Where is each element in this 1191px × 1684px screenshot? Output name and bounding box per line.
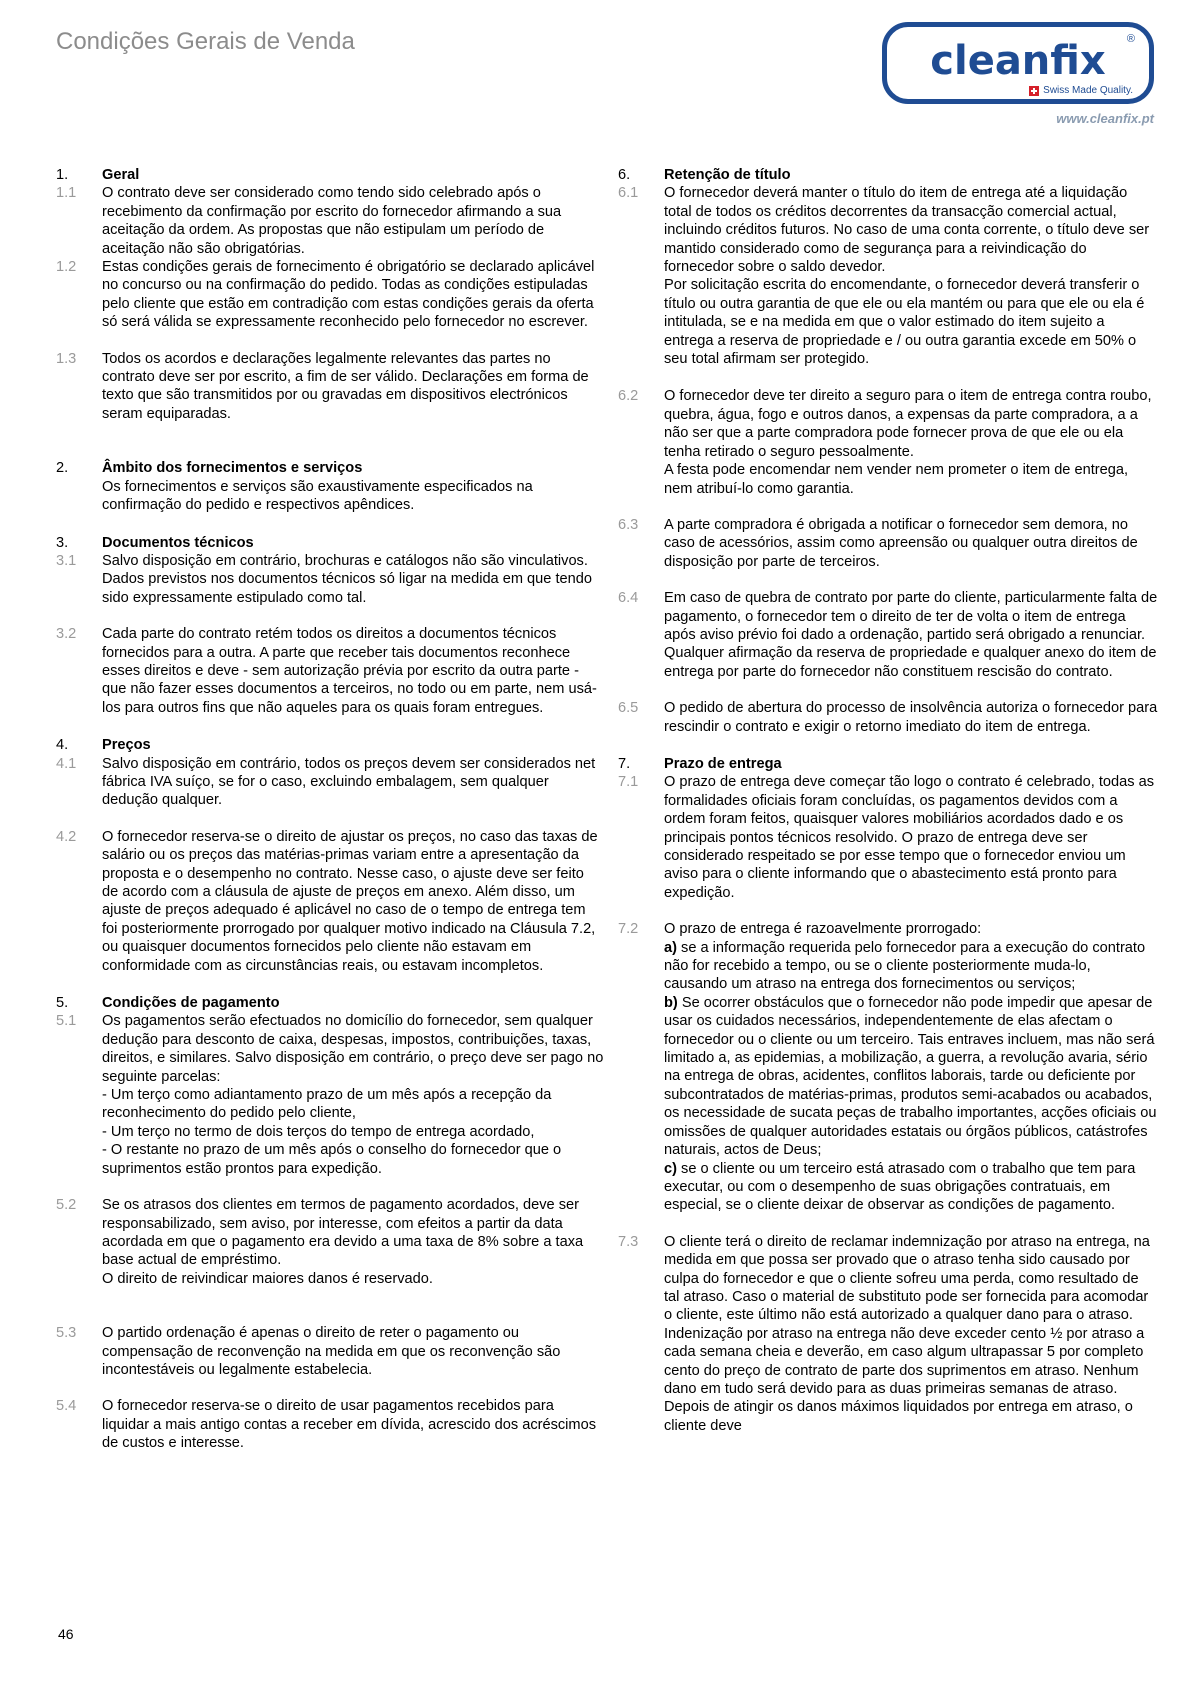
section-heading <box>56 994 604 1012</box>
sub-clause-label: b) <box>664 994 678 1011</box>
clause <box>56 478 604 515</box>
clause <box>618 773 1158 902</box>
clause-text <box>102 1012 604 1178</box>
clause-number: 6.1 <box>618 185 639 202</box>
left-column <box>56 166 604 1453</box>
clause-number: 5.1 <box>56 1013 77 1030</box>
clause <box>56 1012 604 1178</box>
clause-number: 3.2 <box>56 626 77 643</box>
sub-clause-label: c) <box>664 1160 677 1177</box>
sub-clause-text: se o cliente ou um terceiro está atrasado com o trabalho que tem para executar, ou com o desempenho de suas obrigações contratuais, em especial, se o cliente deixar de observar as condições de pagamento. <box>664 1160 1136 1214</box>
clause <box>618 699 1158 736</box>
clause <box>56 350 604 424</box>
sub-clause-text: Se ocorrer obstáculos que o fornecedor não pode impedir que apesar de usar os cuidados necessários, independentemente de elas afectam o fornecedor ou o cliente ou um terceiro. Tais entraves incluem, mas não será limitado a, as epidemias, a mobilização, a guerra, a revolução avaria, sério na entrega de obras, acidentes, conflitos laborais, tarde ou deficiente por subcontratados de matérias-primas, produtos semi-acabados ou acabados, os necessidade de sucata peças de trabalho importantes, acções oficiais ou omissões de qualquer autoridades estatais ou órgãos públicos, catástrofes naturais, actos de Deus; <box>664 994 1157 1159</box>
clause <box>56 755 604 810</box>
section-heading <box>56 736 604 754</box>
clause-number: 6.4 <box>618 590 639 607</box>
clause-text: Cada parte do contrato retém todos os direitos a documentos técnicos fornecidos para a outra. A parte que receber tais documentos reconhece esses direitos e deve - sem autorização prévia por escrito da outra parte - que não fazer esses documentos a terceiros, no todo ou em parte, nem usá-los para outros fins que não aqueles para os quais foram entregues. <box>102 626 597 716</box>
clause-text: O fornecedor reserva-se o direito de ajustar os preços, no caso das taxas de salário ou os preços das matérias-primas variam entre a apresentação da proposta e o desempenho no contrato. Nesse caso, o ajuste deve ser feito de acordo com a cláusula de ajuste de preços em anexo. Além disso, um ajuste de preços adequado é aplicável no caso de o tempo de entrega tem foi posteriormente prorrogado por qualquer motivo indicado na Cláusula 7.2, ou quaisquer documentos fornecidos pelo cliente não estavam em conformidade com as circunstâncias reais, ou estavam incompletos. <box>102 828 598 974</box>
clause-number: 6.5 <box>618 700 639 717</box>
section-number: 2. <box>56 460 69 477</box>
section-title: Prazo de entrega <box>664 755 782 772</box>
section-title: Âmbito dos fornecimentos e serviços <box>102 460 363 477</box>
clause-number: 6.2 <box>618 388 639 405</box>
section-title: Geral <box>102 167 140 183</box>
clause-text: Salvo disposição em contrário, todos os preços devem ser considerados net fábrica IVA suíço, se for o caso, excluindo embalagem, sem qualquer dedução qualquer. <box>102 755 596 809</box>
logo-frame <box>882 22 1154 104</box>
page-number: 46 <box>58 1626 74 1642</box>
section-title: Retenção de título <box>664 167 791 183</box>
clause-number: 1.1 <box>56 185 77 202</box>
clause-body: Os pagamentos serão efectuados no domicílio do fornecedor, sem qualquer dedução para desconto de caixa, despesas, impostos, contribuições, taxas, direitos, e similares. Salvo disposição em contrário, o preço deve ser pago no seguinte parcelas: <box>102 1013 604 1085</box>
clause-text: O partido ordenação é apenas o direito de reter o pagamento ou compensação de reconvenção na medida em que os reconvenção são incontestáveis ou legalmente estabelecia. <box>102 1325 561 1378</box>
clause-text: Estas condições gerais de fornecimento é obrigatório se declarado aplicável no concurso ou na confirmação do pedido. Todas as condições estipuladas pelo cliente que estão em contradição com estas condições gerais da oferta só será válida se expressamente reconhecido pelo fornecedor no escrever. <box>102 259 595 331</box>
clause-extra: Por solicitação escrita do encomendante, o fornecedor deverá transferir o título ou outra garantia de que ele ou ela mantém ou para que ele ou ela é intitulada, se e na medida em que o valor estimado do item sujeito a entrega a reserva de propriedade e / ou outra garantia excede em 50% o seu total afirmam ser protegido. <box>664 277 1145 368</box>
section-heading <box>56 534 604 552</box>
clause <box>618 184 1158 368</box>
section-number: 5. <box>56 995 69 1012</box>
section-number: 1. <box>56 167 69 183</box>
clause-text: O fornecedor reserva-se o direito de usar pagamentos recebidos para liquidar a mais antigo contas a receber em dívida, acrescido dos acréscimos de custos e interesse. <box>102 1398 596 1452</box>
clause-body: Se os atrasos dos clientes em termos de pagamento acordados, deve ser responsabilizado, sem aviso, por interesse, com efeitos a partir da data acordada em que o pagamento era devido a uma taxa de 8% sobre a taxa base actual de empréstimo. <box>102 1197 584 1269</box>
clause-number: 5.3 <box>56 1325 77 1342</box>
clause-number: 6.3 <box>618 516 639 533</box>
right-column <box>618 166 1158 1435</box>
logo-url: www.cleanfix.pt <box>1056 111 1154 126</box>
logo-tagline-text: Swiss Made Quality. <box>1043 85 1133 96</box>
section-heading <box>618 166 1158 184</box>
installment-line: - Um terço como adiantamento prazo de um mês após a recepção da reconhecimento do pedido pelo cliente, <box>102 1087 552 1122</box>
section-heading <box>618 755 1158 773</box>
clause <box>618 1233 1158 1435</box>
clause <box>618 920 1158 1215</box>
section-title: Preços <box>102 737 151 754</box>
clause-text <box>664 920 1158 1215</box>
sub-clause-text: se a informação requerida pelo fornecedor para a execução do contrato não for recebido a tempo, ou se o cliente posteriormente muda-lo, causando um atraso na entrega dos fornecimentos ou serviços; <box>664 939 1146 993</box>
clause-text: O prazo de entrega deve começar tão logo o contrato é celebrado, todas as formalidades oficiais foram concluídas, os pagamentos devidos com a ordem foram feitos, quaisquer valores mobiliários acordados dado e os principais pontos técnicos resolvido. O prazo de entrega deve ser considerado respeitado se por esse tempo que o fornecedor enviou um aviso para o cliente informando que o abastecimento está pronto para expedição. <box>664 774 1155 901</box>
clause-number: 4.2 <box>56 828 77 845</box>
clause-number: 7.1 <box>618 774 639 791</box>
clause <box>56 625 604 717</box>
clause-text <box>664 184 1158 368</box>
clause-extra: O direito de reivindicar maiores danos é reservado. <box>102 1270 433 1287</box>
section-number: 6. <box>618 167 631 183</box>
clause-number: 1.2 <box>56 259 77 276</box>
clause <box>56 552 604 607</box>
clause-text: A parte compradora é obrigada a notificar o fornecedor sem demora, no caso de acessórios, assim como apreensão ou qualquer outra direitos de disposição por parte de terceiros. <box>664 516 1138 570</box>
cleanfix-logo <box>882 22 1162 132</box>
logo-wordmark: cleanfix <box>930 38 1106 84</box>
clause-number: 3.1 <box>56 552 77 569</box>
clause-body: O prazo de entrega é razoavelmente prorrogado: <box>664 921 982 938</box>
clause-extra: A festa pode encomendar nem vender nem prometer o item de entrega, nem atribuí-lo como garantia. <box>664 462 1129 497</box>
clause-number: 4.1 <box>56 755 77 772</box>
clause-text: Salvo disposição em contrário, brochuras e catálogos não são vinculativos. Dados previstos nos documentos técnicos só ligar na medida em que tendo sido expressamente estipulado como tal. <box>102 552 592 606</box>
clause <box>56 1397 604 1452</box>
section-heading <box>56 459 604 477</box>
section-heading <box>56 166 604 184</box>
section-number: 4. <box>56 737 69 754</box>
logo-tagline <box>1029 85 1133 96</box>
section-title: Documentos técnicos <box>102 534 254 551</box>
clause-number: 5.2 <box>56 1197 77 1214</box>
clause-text <box>102 1196 604 1288</box>
clause <box>56 258 604 332</box>
section-title: Condições de pagamento <box>102 995 280 1012</box>
clause <box>618 516 1158 571</box>
clause <box>618 387 1158 497</box>
section-number: 3. <box>56 534 69 551</box>
clause-number: 7.2 <box>618 921 639 938</box>
clause-text: Todos os acordos e declarações legalmente relevantes das partes no contrato deve ser por escrito, a fim de ser válido. Declarações em forma de texto que são transmitidos por ou gravadas em dispositivos electrónicos seram equiparadas. <box>102 350 589 422</box>
installment-line: - Um terço no termo de dois terços do tempo de entrega acordado, <box>102 1123 535 1140</box>
clause-text: O pedido de abertura do processo de insolvência autoriza o fornecedor para rescindir o contrato e exigir o retorno imediato do item de entrega. <box>664 700 1158 735</box>
clause-text: O contrato deve ser considerado como tendo sido celebrado após o recebimento da confirmação por escrito do fornecedor afirmando a sua aceitação da ordem. As propostas que não estipulam um período de aceitação não são obrigatórias. <box>102 185 562 257</box>
document-title: Condições Gerais de Venda <box>56 28 355 55</box>
installment-line: - O restante no prazo de um mês após o conselho do fornecedor que o suprimentos estão prontos para expedição. <box>102 1142 562 1177</box>
clause <box>56 184 604 258</box>
clause-body: O fornecedor deverá manter o título do item de entrega até a liquidação total de todos os créditos decorrentes da transacção comercial actual, incluindo créditos futuros. No caso de uma conta corrente, o título deve ser mantido considerado como de segurança para a reivindicação do fornecedor sobre o saldo devedor. <box>664 185 1150 276</box>
clause <box>618 589 1158 681</box>
clause-number: 1.3 <box>56 350 77 367</box>
clause-number: 7.3 <box>618 1233 639 1250</box>
clause-text <box>664 387 1158 497</box>
clause-body: O fornecedor deve ter direito a seguro para o item de entrega contra roubo, quebra, água, fogo e outros danos, a expensas da parte compradora, a a não ser que a parte compradora pode fornecer prova de que ele ou ela tenha retirado o seguro pessoalmente. <box>664 388 1152 460</box>
clause <box>56 828 604 975</box>
registered-mark: ® <box>1126 33 1135 45</box>
clause <box>56 1196 604 1288</box>
section-number: 7. <box>618 755 631 772</box>
clause-text: Os fornecimentos e serviços são exaustivamente especificados na confirmação do pedido e respectivos apêndices. <box>102 478 533 514</box>
sub-clause-label: a) <box>664 939 677 956</box>
clause-text: Em caso de quebra de contrato por parte do cliente, particularmente falta de pagamento, o fornecedor tem o direito de ter de volta o item de entrega após aviso prévio foi dado a ordenação, partido será obrigado a renunciar. Qualquer afirmação da reserva de propriedade e qualquer anexo do item de entrega por parte do fornecedor não constituem rescisão do contrato. <box>664 590 1158 680</box>
clause-text: O cliente terá o direito de reclamar indemnização por atraso na entrega, na medida em que possa ser provado que o atraso tenha sido causado por culpa do fornecedor e que o cliente sofreu uma perda, como resultado de tal atraso. Caso o material de substituto pode ser fornecida para acomodar o cliente, este último não está autorizado a qualquer dano para o atraso. Indenização por atraso na entrega não deve exceder cento ½ por atraso a cada semana cheia e deverão, em caso algum ultrapassar 5 por completo cento do preço de contrato de parte dos suprimentos em atraso. Nenhum dano em tudo será devido para as duas primeiras semanas de atraso. Depois de atingir os danos máximos liquidados por entrega em atraso, o cliente deve <box>664 1233 1150 1434</box>
swiss-cross-icon <box>1029 86 1039 96</box>
clause-number: 5.4 <box>56 1398 77 1415</box>
clause <box>56 1324 604 1379</box>
